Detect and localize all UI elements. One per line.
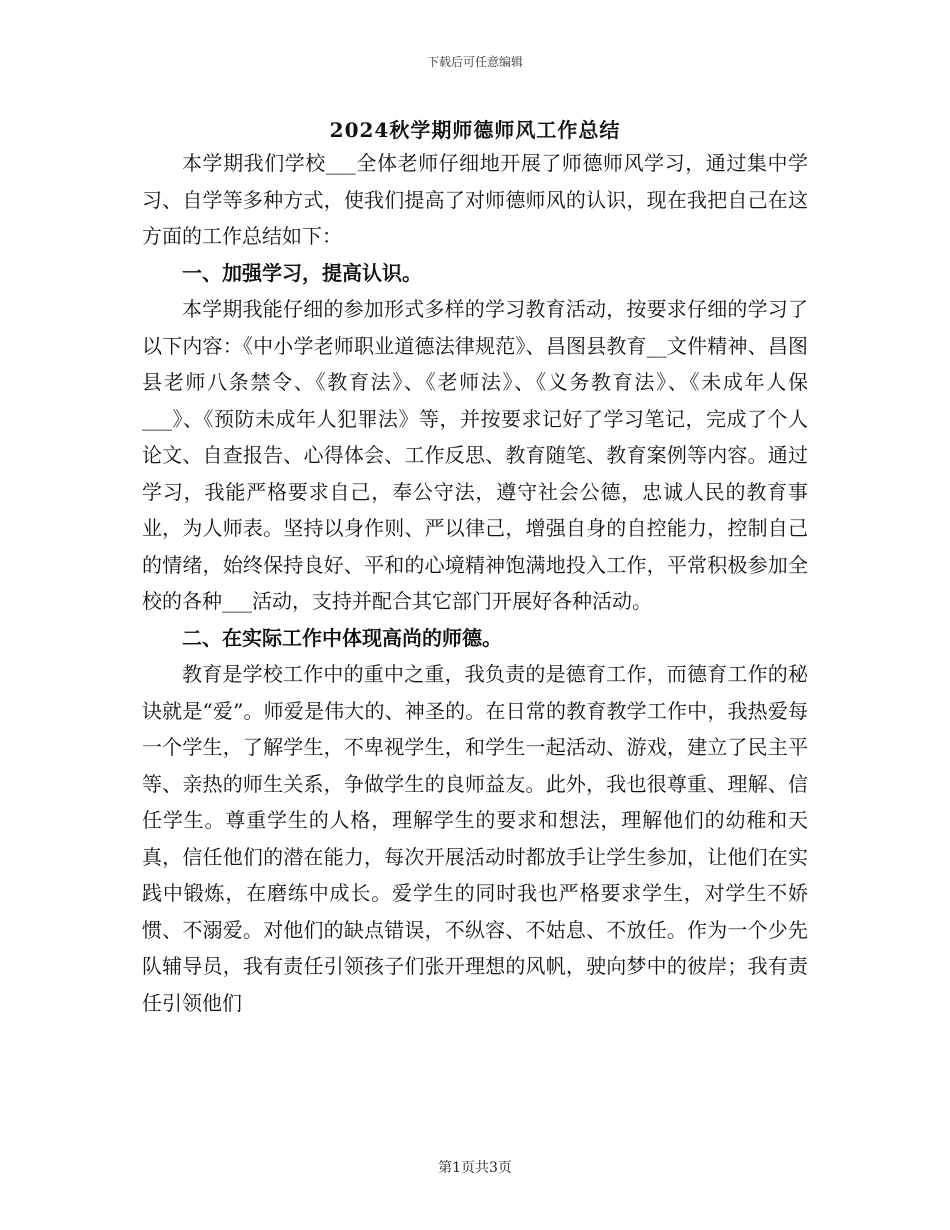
section-1-heading: 一、加强学习，提高认识。 — [182, 260, 422, 285]
document-body — [142, 145, 808, 1021]
intro-paragraph: 本学期我们学校___全体老师仔细地开展了师德师风学习，通过集中学习、自学等多种方式，使我们提高了对师德师风的认识，现在我把自己在这方面的工作总结如下： — [142, 151, 808, 248]
section-2-paragraph: 教育是学校工作中的重中之重，我负责的是德育工作，而德育工作的秘诀就是“爱”。师爱是伟大的、神圣的。在日常的教育教学工作中，我热爱每一个学生，了解学生，不卑视学生，和学生一起活动、游戏，建立了民主平等、亲热的师生关系，争做学生的良师益友。此外，我也很尊重、理解、信任学生。尊重学生的人格，理解学生的要求和想法，理解他们的幼稚和天真，信任他们的潜在能力，每次开展活动时都放手让学生参加，让他们在实践中锻炼，在磨练中成长。爱学生的同时我也严格要求学生，对学生不娇惯、不溺爱。对他们的缺点错误，不纵容、不姑息、不放任。作为一个少先队辅导员，我有责任引领孩子们张开理想的风帆，驶向梦中的彼岸；我有责任引领他们 — [142, 662, 808, 1015]
section-1-paragraph: 本学期我能仔细的参加形式多样的学习教育活动，按要求仔细的学习了以下内容：《中小学老师职业道德法律规范》、昌图县教育__文件精神、昌图县老师八条禁令、《教育法》、《老师法》、《义务教育法》、《未成年人保___》、《预防未成年人犯罪法》等，并按要求记好了学习笔记，完成了个人论文、自查报告、心得体会、工作反思、教育随笔、教育案例等内容。通过学习，我能严格要求自己，奉公守法，遵守社会公德，忠诚人民的教育事业，为人师表。坚持以身作则、严以律己，增强自身的自控能力，控制自己的情绪，始终保持良好、平和的心境精神饱满地投入工作，平常积极参加全校的各种___活动，支持并配合其它部门开展好各种活动。 — [142, 297, 808, 613]
document-title: 2024秋学期师德师风工作总结 — [329, 118, 621, 142]
section-2-heading: 二、在实际工作中体现高尚的师德。 — [182, 625, 502, 650]
page-header-note: 下载后可任意编辑 — [426, 55, 523, 69]
page-footer-number: 第1页共3页 — [438, 1160, 512, 1176]
